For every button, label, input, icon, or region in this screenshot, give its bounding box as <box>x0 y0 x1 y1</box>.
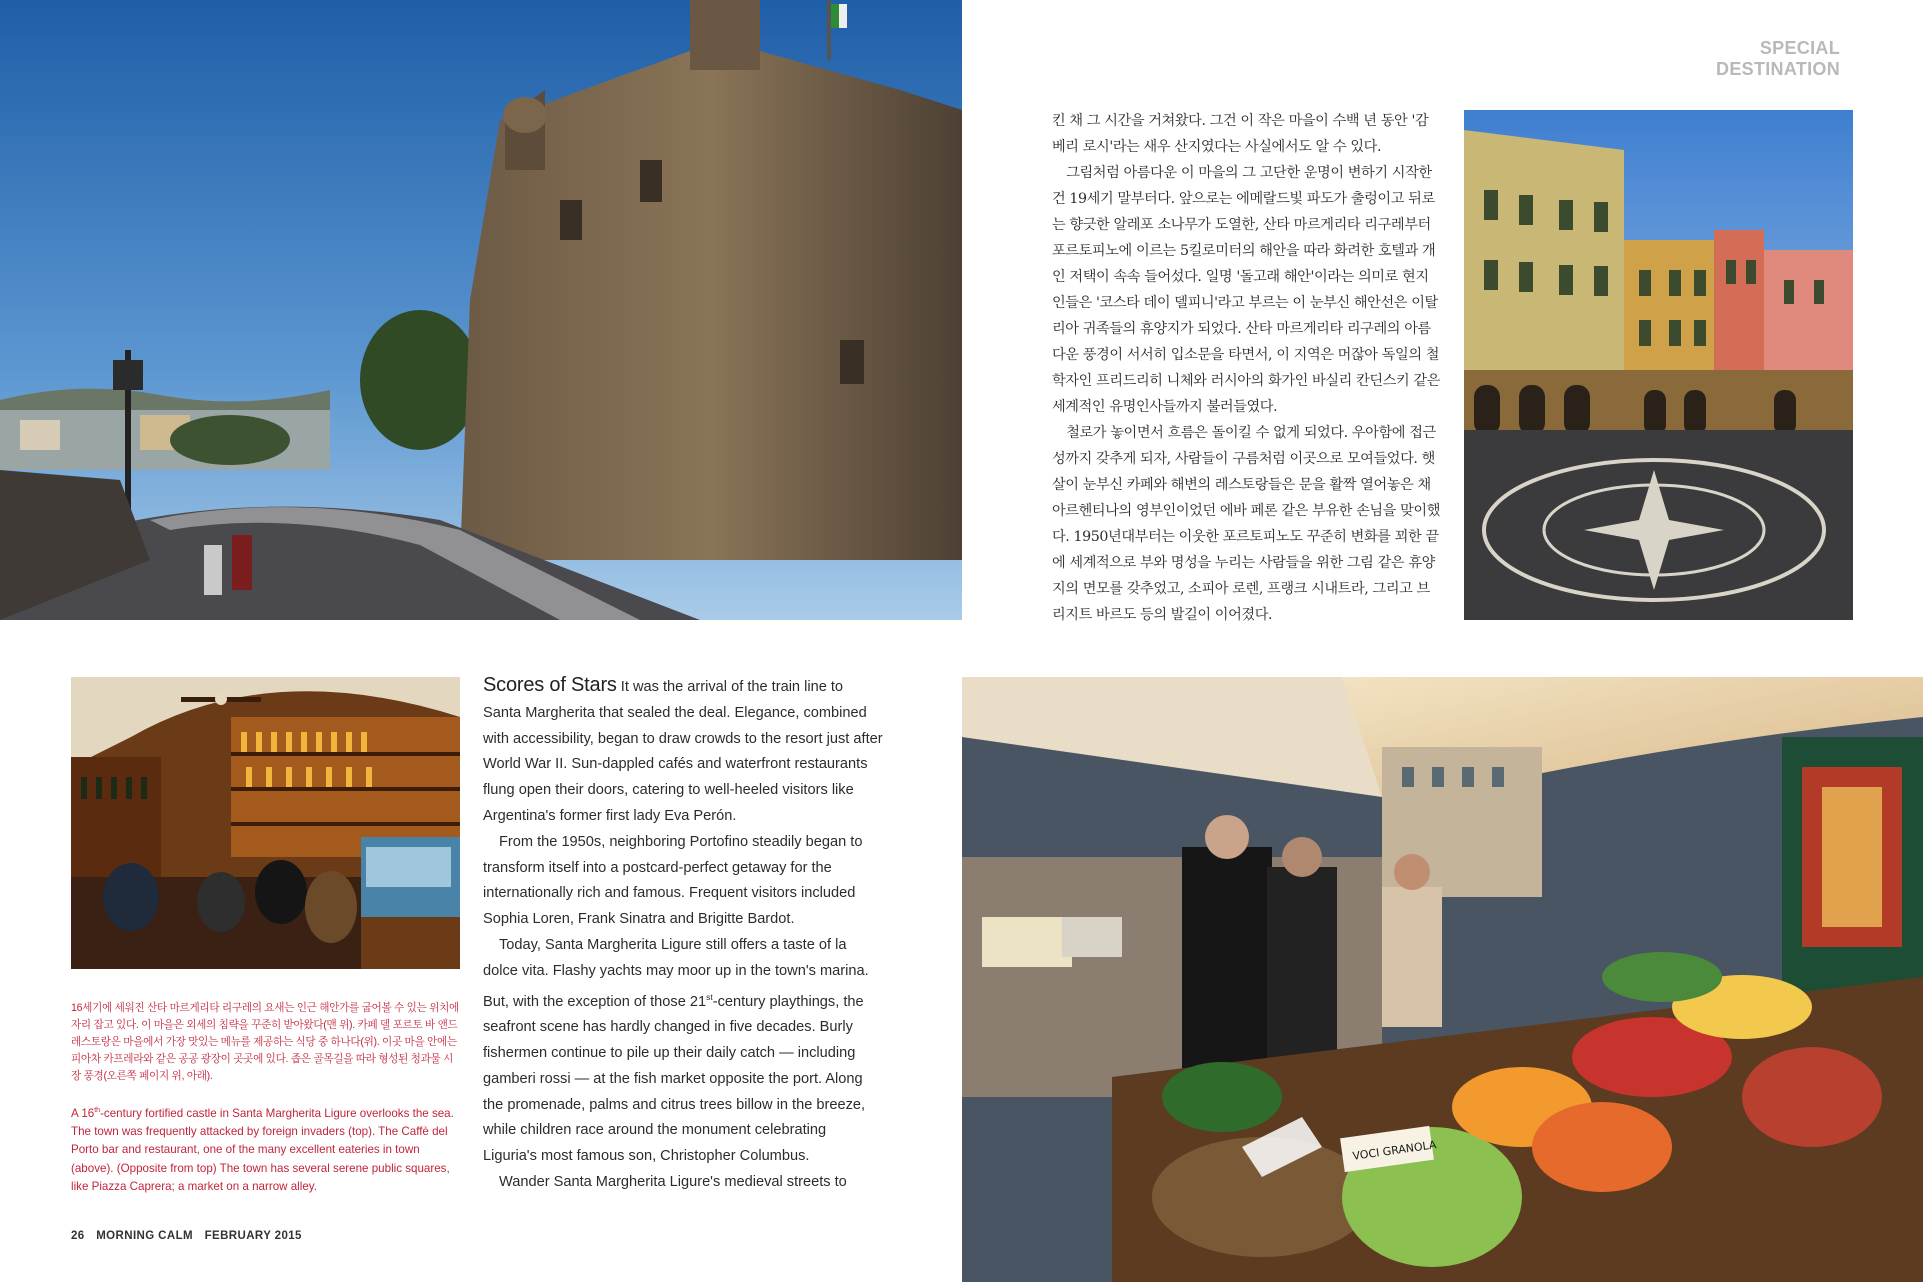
caption-english-part: -century fortified castle in Santa Margherita Ligure overlooks the sea. The town was frequently attacked by foreign invaders (top). The Caffè del Porto bar and restaurant, one of the many excellent eateries in town (above). (Opposite from top) The town has several serene public squares, like Piazza Caprera; a market on a narrow alley. <box>71 1106 454 1194</box>
article-paragraph <box>483 933 883 1170</box>
page-number: 26 <box>71 1230 85 1242</box>
article-body <box>483 673 883 1196</box>
section-label: SPECIAL DESTINATION <box>1716 38 1840 79</box>
article-text: -century playthings, the seafront scene has hardly changed in five decades. Burly fishermen continue to pile up their daily catch — including gamberi rossi — at the fish market opposite the port. Along the promenade, palms and citrus trees billow in the breeze, while children race around the monument celebrating Liguria's most famous son, Christopher Columbus. <box>483 993 866 1165</box>
article-heading: Scores of Stars <box>483 674 617 696</box>
article-paragraph: It was the arrival of the train line to Santa Margherita that sealed the deal. Elegance, combined with accessibility, began to draw crowds to the resort just after World War II. Sun-dappled cafés and waterfront restaurants flung open their doors, catering to well-heeled visitors like Argentina's former first lady Eva Perón. <box>483 679 883 824</box>
caption-english-part: A 16 <box>71 1106 95 1120</box>
price-sign-text: VOCI GRANOLA <box>1351 1138 1438 1163</box>
korean-body-text <box>1052 108 1440 628</box>
korean-paragraph: 그림처럼 아름다운 이 마을의 그 고단한 운명이 변하기 시작한 건 19세기 말부터다. 앞으로는 에메랄드빛 파도가 출렁이고 뒤로는 향긋한 알레포 소나무가 도열한, 산타 마르게리타 리구레부터 포르토피노에 이르는 5킬로미터의 해안을 따라 화려한 호텔과 개인 저택이 속속 들어섰다. 일명 '돌고래 해안'이라는 의미로 현지인들은 '코스타 데이 델피니'라고 부르는 이 눈부신 해안선은 이탈리아 귀족들의 휴양지가 되었다. 산타 마르게리타 리구레의 아름다운 풍경이 서서히 입소문을 타면서, 이 지역은 머잖아 독일의 철학자인 프리드리히 니체와 러시아의 화가인 바실리 칸딘스키 같은 세계적인 유명인사들까지 불러들였다. <box>1052 165 1441 415</box>
magazine-name: MORNING CALM <box>96 1230 193 1242</box>
caption-korean: 16세기에 세워진 산타 마르게리타 리구레의 요새는 인근 해안가를 굽어볼 수 있는 위치에 자리 잡고 있다. 이 마을은 외세의 침략을 꾸준히 받아왔다(맨 위). 카페 델 포르토 바 앤드 레스토랑은 마을에서 가장 맛있는 메뉴를 제공하는 식당 중 하나다(위). 이곳 마을 안에는 피아차 카프레라와 같은 공공 광장이 곳곳에 있다. 좁은 골목길을 따라 형성된 청과물 시장 풍경(오른쪽 페이지 위, 아래). <box>71 1002 459 1082</box>
caption-english <box>71 1102 460 1196</box>
page-folio <box>71 1230 310 1242</box>
issue-date: FEBRUARY 2015 <box>204 1230 302 1242</box>
article-text: Today, Santa Margherita Ligure still offers a taste of la dolce vita. Flashy yachts may moor up in the town's marina. But, with the exception of those 21 <box>483 936 869 1010</box>
caption-english-superscript: th <box>94 1107 101 1114</box>
article-paragraph: Wander Santa Margherita Ligure's medieval streets to <box>499 1174 847 1190</box>
castle-photo <box>0 0 962 620</box>
korean-paragraph: 철로가 놓이면서 흐름은 돌이킬 수 없게 되었다. 우아함에 접근성까지 갖추게 되자, 사람들이 구름처럼 이곳으로 모여들었다. 햇살이 눈부신 카페와 해변의 레스토랑들은 문을 활짝 열어놓은 채 아르헨티나의 영부인이었던 에바 페론 같은 부유한 손님을 맞이했다. 1950년대부터는 이웃한 포르토피노도 꾸준히 변화를 꾀한 끝에 세계적으로 부와 명성을 누리는 사람들을 위한 그림 같은 휴양지의 면모를 갖추었고, 소피아 로렌, 프랭크 시내트라, 그리고 브리지트 바르도 등의 발길이 이어졌다. <box>1052 425 1441 623</box>
cafe-photo <box>71 677 460 969</box>
article-paragraph: From the 1950s, neighboring Portofino steadily began to transform itself into a postcard-perfect getaway for the internationally rich and famous. Frequent visitors included Sophia Loren, Frank Sinatra and Brigitte Bardot. <box>483 833 863 928</box>
market-photo <box>962 677 1923 1282</box>
piazza-photo <box>1464 110 1853 620</box>
korean-paragraph: 킨 채 그 시간을 거쳐왔다. 그건 이 작은 마을이 수백 년 동안 '감베리 로시'라는 새우 산지였다는 사실에서도 알 수 있다. <box>1052 113 1429 155</box>
article-superscript: st <box>706 991 713 1002</box>
